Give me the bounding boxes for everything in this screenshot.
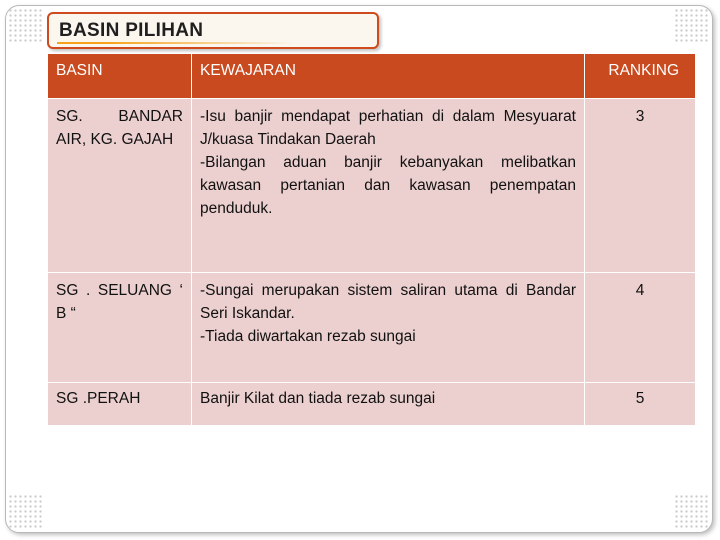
kewajaran-cell: [192, 273, 585, 383]
corner-dot-pattern: [674, 8, 710, 44]
kewajaran-line: -Tiada diwartakan rezab sungai: [200, 328, 416, 345]
ranking-cell: 4: [585, 273, 696, 383]
basin-cell: SG . SELUANG ‘ B “: [48, 273, 192, 383]
title-box: [47, 12, 379, 49]
title-underline: [57, 42, 297, 44]
ranking-cell: 5: [585, 383, 696, 426]
kewajaran-line: Banjir Kilat dan tiada rezab sungai: [200, 390, 436, 407]
header-basin: BASIN: [48, 54, 192, 99]
kewajaran-line: -Isu banjir mendapat perhatian di dalam Mesyuarat J/kuasa Tindakan Daerah: [200, 108, 576, 148]
kewajaran-cell: [192, 99, 585, 273]
corner-dot-pattern: [8, 494, 44, 530]
corner-dot-pattern: [674, 494, 710, 530]
ranking-cell: 3: [585, 99, 696, 273]
header-kewajaran: KEWAJARAN: [192, 54, 585, 99]
header-ranking: RANKING: [585, 54, 696, 99]
table-row: [48, 383, 696, 426]
table-row: [48, 273, 696, 383]
table-row: [48, 99, 696, 273]
basin-cell: SG. BANDAR AIR, KG. GAJAH: [48, 99, 192, 273]
kewajaran-line: -Bilangan aduan banjir kebanyakan melibatkan kawasan pertanian dan kawasan penempatan penduduk.: [200, 154, 576, 217]
page-title: BASIN PILIHAN: [59, 20, 204, 41]
table-header-row: [48, 54, 696, 99]
basin-table: [47, 53, 696, 426]
kewajaran-line: -Sungai merupakan sistem saliran utama di Bandar Seri Iskandar.: [200, 282, 576, 322]
corner-dot-pattern: [8, 8, 44, 44]
basin-cell: SG .PERAH: [48, 383, 192, 426]
kewajaran-cell: [192, 383, 585, 426]
